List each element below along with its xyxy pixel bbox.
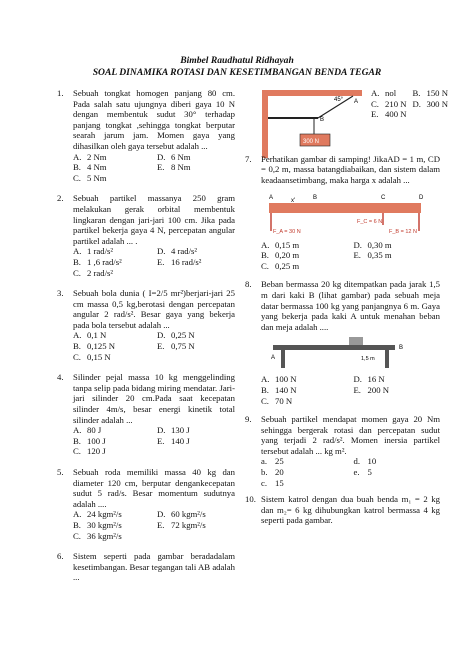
option[interactable]: E. 200 N	[353, 384, 389, 395]
label-a: A	[269, 194, 274, 201]
options	[73, 246, 235, 278]
question-8	[245, 279, 440, 406]
option[interactable]: b. 20	[261, 467, 284, 478]
option[interactable]: B. 0,125 N	[73, 341, 115, 352]
options	[261, 456, 440, 488]
question-number: 2.	[57, 193, 64, 204]
option[interactable]: C. 210 N	[371, 98, 407, 109]
option[interactable]: B. 4 Nm	[73, 162, 107, 173]
option[interactable]: B. 140 N	[261, 384, 297, 395]
beam	[269, 203, 421, 213]
option[interactable]: D. 4 rad/s²	[157, 246, 198, 257]
load-block	[349, 337, 363, 345]
option[interactable]: D. 6 Nm	[157, 151, 191, 162]
option[interactable]: A. 0,15 m	[261, 239, 300, 250]
question-text: Sistem katrol dengan dua buah benda m₁ = 2 kg dan m₂= 6 kg dihubungkan katrol bermassa 4 kg seperti pada gambar.	[261, 494, 440, 526]
option[interactable]: A. 24 kgm²/s	[73, 509, 122, 520]
label-b: B	[399, 345, 404, 352]
options	[261, 374, 440, 406]
header-title: Bimbel Raudhatul Ridhayah	[180, 55, 294, 66]
option[interactable]: A. 1 rad/s²	[73, 246, 114, 257]
option[interactable]: C. 36 kgm²/s	[73, 530, 122, 541]
options	[73, 425, 235, 457]
option[interactable]: D. 130 J	[157, 425, 190, 436]
option[interactable]: d. 10	[353, 456, 377, 467]
question-5	[57, 467, 235, 541]
option[interactable]: A. 0,1 N	[73, 330, 107, 341]
options	[261, 240, 440, 272]
question-text: Perhatikan gambar di samping! JikaAD = 1 m, CD = 0,2 m, massa batangdiabaikan, dan sistem dalam keadaansetimbang, maka harga x adalah ...	[261, 153, 440, 185]
option[interactable]: B. 1 ,6 rad/s²	[73, 256, 122, 267]
option[interactable]: C. 120 J	[73, 446, 106, 457]
question-2	[57, 193, 235, 278]
option[interactable]: C. 5 Nm	[73, 172, 107, 183]
question-9	[245, 414, 440, 488]
option[interactable]: e. 5	[353, 467, 372, 478]
force-a-label: F_A = 30 N	[273, 228, 301, 235]
left-column	[57, 88, 235, 588]
question-7	[245, 154, 440, 272]
label-d: D	[419, 194, 424, 201]
leg-a	[281, 350, 285, 368]
question-text: Sebuah roda memiliki massa 40 kg dan diameter 120 cm, berputar dengankecepatan sudut 5 rad/s. Besar momentum sudutnya adalah ....	[73, 467, 235, 509]
option[interactable]: E. 0,75 N	[157, 341, 195, 352]
question-text: Sebuah partikel massanya 250 gram melakukan gerak orbital membentuk lingkaran dengan jari-jari 100 cm. Jika pada partikel bekerja gaya 4 N, percepatan angular partikel adalah ... .	[73, 193, 235, 246]
option[interactable]: c. 15	[261, 477, 284, 488]
option[interactable]: E. 140 J	[157, 435, 190, 446]
right-column	[245, 88, 448, 531]
label-a: A	[271, 355, 276, 362]
options	[73, 152, 235, 184]
option[interactable]: D. 0,25 N	[157, 330, 195, 341]
option[interactable]: D. 0,30 m	[353, 239, 392, 250]
options	[73, 330, 235, 362]
header-subtitle: SOAL DINAMIKA ROTASI DAN KESETIMBANGAN BENDA TEGAR	[92, 67, 382, 78]
question-text: Sebuah tongkat homogen panjang 80 cm. Pada salah satu ujungnya diberi gaya 10 N dengan membentuk sudut 30° terhadap panjang tongkat ,sehingga tongkat berputar searah jarum jam. Momen gaya yang dihasilkan oleh gaya tersebut adalah ...	[73, 88, 235, 151]
option[interactable]: C. 0,25 m	[261, 260, 300, 271]
option[interactable]: D. 16 N	[353, 374, 385, 385]
question-number: 6.	[57, 551, 64, 562]
option[interactable]: E. 400 N	[371, 109, 407, 120]
question-number: 5.	[57, 467, 64, 477]
question-text: Silinder pejal massa 10 kg menggelinding tanpa selip pada bidang miring mendatar. Jari-jari silinder 20 cm.Pada saat kecepatan silinder 4m/s, besar energi kinetik total silinder adalah ...	[73, 372, 235, 425]
option[interactable]: C. 70 N	[261, 395, 293, 406]
question-4	[57, 372, 235, 457]
figure-8-diagram	[261, 335, 421, 371]
option[interactable]: E. 72 kgm²/s	[157, 519, 206, 530]
question-number: 7.	[245, 153, 252, 164]
question-6	[57, 551, 235, 583]
load-label: 300 N	[303, 139, 320, 145]
options	[73, 509, 235, 541]
label-a: A	[354, 99, 359, 105]
question-10	[245, 494, 440, 526]
leg-b	[385, 350, 389, 368]
question-number: 3.	[57, 288, 64, 299]
option[interactable]: B. 100 J	[73, 435, 106, 446]
option[interactable]: A. 2 Nm	[73, 151, 107, 162]
option[interactable]: A. 100 N	[261, 374, 297, 385]
question-6-options	[371, 88, 448, 120]
option[interactable]: B. 150 N	[412, 88, 448, 98]
question-number: 10.	[245, 494, 256, 505]
question-number: 8.	[245, 279, 252, 290]
question-3	[57, 288, 235, 362]
option[interactable]: C. 0,15 N	[73, 351, 111, 362]
option[interactable]: A. nol	[371, 88, 397, 98]
distance-label: 1,5 m	[361, 356, 375, 363]
question-text: Beban bermassa 20 kg ditempatkan pada jarak 1,5 m dari kaki B (lihat gambar) pada sebuah meja datar bermassa 100 kg yang panjangnya 6 m. Gaya yang bekerja pada kaki A untuk menahan beban dan meja adalah ....	[261, 279, 440, 332]
force-c-label: F_C = 6 N	[357, 218, 383, 225]
option[interactable]: E. 0,35 m	[353, 250, 392, 261]
question-number: 4.	[57, 372, 64, 383]
question-text: Sebuah bola dunia ( I=2/5 mr²)berjari-jari 25 cm massa 0,5 kg,berotasi dengan percepatan angular 2 rad/s². Besar gaya yang bekerja pada bola tersebut adalah ...	[73, 288, 235, 330]
question-1	[57, 88, 235, 183]
option[interactable]: E. 16 rad/s²	[157, 256, 202, 267]
label-b: B	[313, 194, 318, 201]
label-c: C	[381, 194, 386, 201]
question-text: Sebuah partikel mendapat momen gaya 20 Nm sehingga bergerak rotasi dan percepatan sudut yang terjadi 2 rad/s². Momen inersia partikel tersebut adalah ... kg m².	[261, 414, 440, 456]
option[interactable]: D. 60 kgm²/s	[157, 509, 206, 520]
question-number: 9.	[245, 414, 252, 425]
figure-7-diagram	[261, 189, 431, 237]
table-top	[273, 345, 395, 350]
option[interactable]: B. 30 kgm²/s	[73, 519, 122, 530]
question-text: Sistem seperti pada gambar beradadalam kesetimbangan. Besar tegangan tali AB adalah ...	[73, 551, 235, 583]
option[interactable]: E. 8 Nm	[157, 162, 191, 173]
option[interactable]: C. 2 rad/s²	[73, 267, 114, 278]
option[interactable]: a. 25	[261, 456, 284, 467]
option[interactable]: B. 0,20 m	[261, 250, 300, 261]
x-label: x'	[291, 197, 296, 204]
header	[0, 55, 474, 79]
force-b-label: F_B = 12 N	[389, 228, 417, 235]
option[interactable]: A. 80 J	[73, 425, 102, 436]
angle-label: 45°	[334, 97, 344, 103]
label-b: B	[320, 117, 325, 123]
question-number: 1.	[57, 88, 64, 98]
option[interactable]: D. 300 N	[412, 98, 448, 109]
